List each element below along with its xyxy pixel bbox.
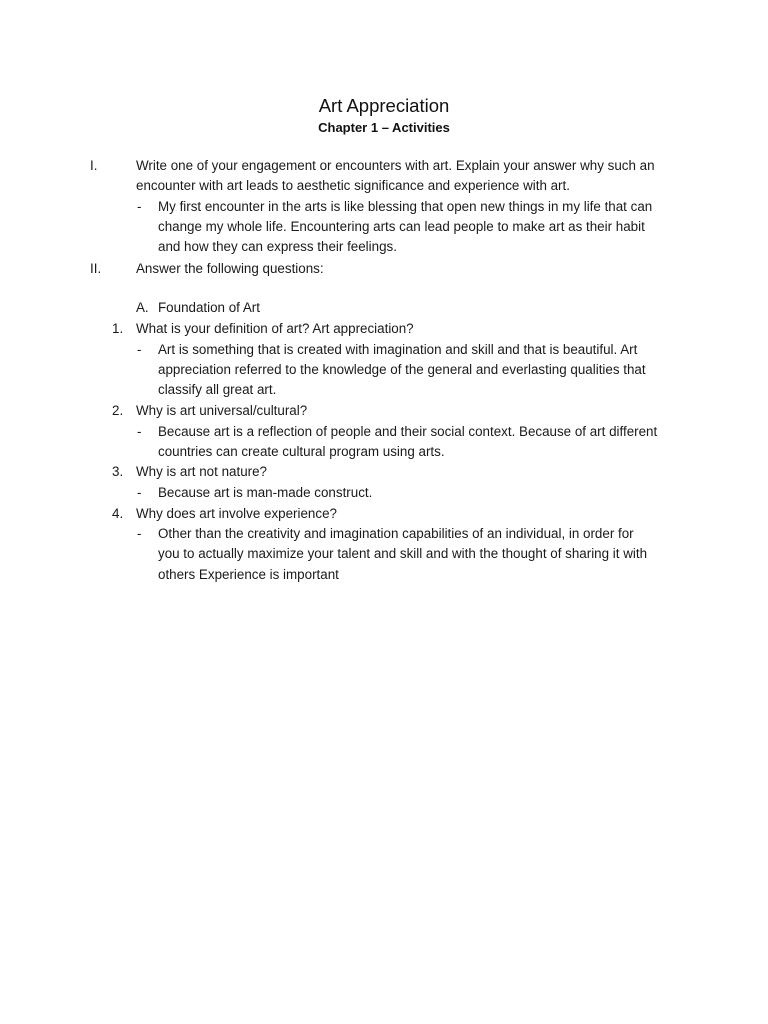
question-text: What is your definition of art? Art appreciation? (136, 321, 414, 336)
subsection-marker: A. (136, 300, 149, 315)
subsection-title: Foundation of Art (158, 300, 260, 315)
answer-dash: - (137, 526, 142, 541)
question-text: Why is art not nature? (136, 464, 267, 479)
section-2-numeral: II. (90, 261, 102, 276)
section-2-prompt: Answer the following questions: (136, 261, 324, 276)
question-text: Why does art involve experience? (136, 506, 337, 521)
document-title: Art Appreciation (318, 95, 450, 116)
answer-dash: - (137, 424, 142, 439)
answer-line: you to actually maximize your talent and skill and with the thought of sharing it with (158, 546, 648, 561)
answer-line: appreciation referred to the knowledge of the general and everlasting qualities that (158, 362, 646, 377)
section-1-answer-line: change my whole life. Encountering arts can lead people to make art as their habit (158, 219, 645, 234)
answer-dash: - (137, 342, 142, 357)
answer-line: countries can create cultural program using arts. (158, 444, 445, 459)
section-1-numeral: I. (90, 158, 98, 173)
question-number: 2. (112, 403, 124, 418)
section-1-prompt-line: encounter with art leads to aesthetic significance and experience with art. (136, 178, 570, 193)
answer-line: Because art is man-made construct. (158, 485, 373, 500)
section-1-answer-dash: - (137, 199, 142, 214)
question-number: 1. (112, 321, 124, 336)
answer-line: classify all great art. (158, 382, 277, 397)
document-subtitle: Chapter 1 – Activities (318, 120, 450, 135)
question-number: 3. (112, 464, 124, 479)
answer-line: Other than the creativity and imagination capabilities of an individual, in order for (158, 526, 634, 541)
section-1-answer-line: My first encounter in the arts is like blessing that open new things in my life that can (158, 199, 653, 214)
answer-line: Art is something that is created with imagination and skill and that is beautiful. Art (158, 342, 638, 357)
question-number: 4. (112, 506, 124, 521)
answer-line: Because art is a reflection of people and their social context. Because of art different (158, 424, 658, 439)
section-1-answer-line: and how they can express their feelings. (158, 239, 397, 254)
answer-line: others Experience is important (158, 567, 339, 582)
question-text: Why is art universal/cultural? (136, 403, 308, 418)
section-1-prompt-line: Write one of your engagement or encounters with art. Explain your answer why such an (136, 158, 655, 173)
answer-dash: - (137, 485, 142, 500)
